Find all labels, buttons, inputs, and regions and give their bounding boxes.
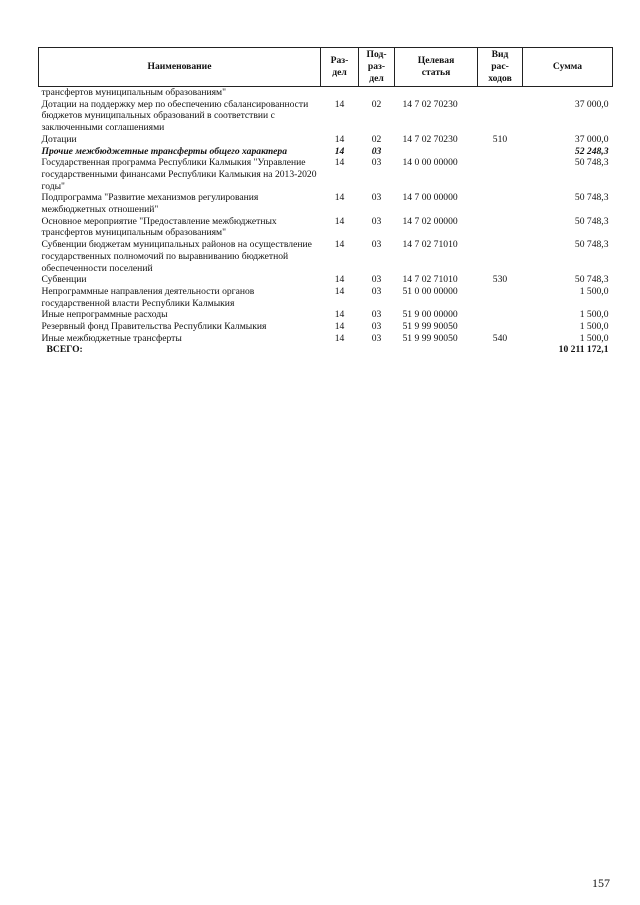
cell-podrazdel: 03 <box>371 239 382 251</box>
cell-vid: 540 <box>492 332 508 344</box>
budget-table <box>38 47 613 356</box>
cell-vid <box>478 216 523 239</box>
cell-stat: 51 9 99 90050 <box>402 332 458 344</box>
page-number: 157 <box>592 876 610 890</box>
header-stat: Целевая статья <box>395 48 478 87</box>
cell-vid: 510 <box>492 133 508 145</box>
cell-name: Субвенции бюджетам муниципальных районов на осуществление государственных полномочий по выравниванию бюджетной обеспеченности поселений <box>41 239 312 274</box>
cell-name: Непрограммные направления деятельности органов государственной власти Республики Калмыкия <box>41 285 255 309</box>
table-row <box>39 216 613 239</box>
cell-vid <box>478 192 523 215</box>
cell-vid <box>478 87 523 99</box>
budget-table-container <box>38 47 612 356</box>
cell-stat <box>395 87 478 99</box>
cell-razdel: 14 <box>334 98 345 110</box>
header-vid: Вид рас- ходов <box>478 48 523 87</box>
cell-vid <box>478 157 523 192</box>
cell-sum: 50 748,3 <box>574 274 609 286</box>
cell-name: Государственная программа Республики Калмыкия "Управление государственными финансами Республики Калмыкия на 2013-2020 годы" <box>41 157 317 192</box>
cell-sum: 37 000,0 <box>574 133 609 145</box>
table-row <box>39 274 613 286</box>
cell-podrazdel: 02 <box>371 133 382 145</box>
cell-razdel <box>321 87 359 99</box>
cell-vid <box>478 99 523 134</box>
cell-vid <box>478 321 523 333</box>
table-row <box>39 239 613 274</box>
cell-razdel: 14 <box>334 157 345 169</box>
table-row <box>39 309 613 321</box>
table-row <box>39 99 613 134</box>
cell-vid <box>478 146 523 158</box>
cell-sum: 1 500,0 <box>579 309 609 321</box>
table-row <box>39 87 613 99</box>
table-header <box>39 48 613 87</box>
cell-name: Дотации на поддержку мер по обеспечению сбалансированности бюджетов муниципальных образований в соответствии с заключенными соглашениями <box>41 98 309 134</box>
table-row <box>39 157 613 192</box>
cell-sum: 52 248,3 <box>574 145 609 157</box>
cell-podrazdel: 02 <box>371 98 382 110</box>
cell-podrazdel: 03 <box>371 215 382 227</box>
cell-sum: 1 500,0 <box>579 285 609 297</box>
total-sum: 10 211 172,1 <box>558 344 609 356</box>
cell-sum: 50 748,3 <box>574 215 609 227</box>
cell-stat: 14 7 02 71010 <box>402 274 458 286</box>
cell-podrazdel: 03 <box>371 274 382 286</box>
cell-name: Иные межбюджетные трансферты <box>41 332 182 344</box>
cell-stat: 51 9 99 90050 <box>402 321 458 333</box>
cell-podrazdel <box>359 87 395 99</box>
cell-podrazdel: 03 <box>371 192 382 204</box>
cell-name: Основное мероприятие "Предоставление межбюджетных трансфертов муниципальным образованиям" <box>41 215 277 239</box>
cell-sum: 1 500,0 <box>579 332 609 344</box>
cell-stat: 14 7 02 70230 <box>402 98 458 110</box>
cell-sum <box>523 87 613 99</box>
cell-razdel: 14 <box>334 332 345 344</box>
cell-name: Прочие межбюджетные трансферты общего характера <box>41 145 287 157</box>
cell-stat: 14 0 00 00000 <box>402 157 458 169</box>
cell-sum: 50 748,3 <box>574 239 609 251</box>
cell-name: Дотации <box>41 133 77 145</box>
cell-stat <box>395 146 478 158</box>
table-body <box>39 87 613 357</box>
cell-podrazdel: 03 <box>371 157 382 169</box>
cell-podrazdel: 03 <box>371 285 382 297</box>
header-podrazdel: Под- раз- дел <box>359 48 395 87</box>
cell-razdel: 14 <box>334 133 345 145</box>
cell-vid: 530 <box>492 274 508 286</box>
cell-vid <box>478 239 523 274</box>
cell-razdel: 14 <box>334 145 345 157</box>
table-row <box>39 321 613 333</box>
cell-stat: 51 0 00 00000 <box>402 285 458 297</box>
cell-stat: 14 7 02 71010 <box>402 239 458 251</box>
cell-stat: 14 7 02 00000 <box>402 215 458 227</box>
cell-stat: 14 7 02 70230 <box>402 133 458 145</box>
header-name: Наименование <box>39 48 321 87</box>
cell-sum: 50 748,3 <box>574 157 609 169</box>
cell-sum: 37 000,0 <box>574 98 609 110</box>
cell-podrazdel: 03 <box>371 321 382 333</box>
cell-stat: 14 7 00 00000 <box>402 192 458 204</box>
cell-podrazdel: 03 <box>371 332 382 344</box>
table-row-total <box>39 344 613 356</box>
table-row <box>39 333 613 345</box>
cell-sum: 1 500,0 <box>579 321 609 333</box>
cell-name: Подпрограмма "Развитие механизмов регулирования межбюджетных отношений" <box>41 192 259 216</box>
cell-name: Иные непрограммные расходы <box>41 309 168 321</box>
table-row-section <box>39 146 613 158</box>
cell-name: трансфертов муниципальным образованиям" <box>41 87 226 98</box>
cell-name: Резервный фонд Правительства Республики Калмыкия <box>41 321 267 333</box>
cell-stat: 51 9 00 00000 <box>402 309 458 321</box>
cell-sum: 50 748,3 <box>574 192 609 204</box>
table-row <box>39 134 613 146</box>
cell-razdel: 14 <box>334 274 345 286</box>
cell-vid <box>478 309 523 321</box>
table-row <box>39 192 613 215</box>
total-label: ВСЕГО: <box>46 344 83 356</box>
table-row <box>39 286 613 309</box>
cell-razdel: 14 <box>334 192 345 204</box>
cell-razdel: 14 <box>334 285 345 297</box>
cell-razdel: 14 <box>334 239 345 251</box>
cell-podrazdel: 03 <box>371 309 382 321</box>
cell-name: Субвенции <box>41 274 87 286</box>
cell-razdel: 14 <box>334 309 345 321</box>
header-sum: Сумма <box>523 48 613 87</box>
cell-razdel: 14 <box>334 215 345 227</box>
cell-podrazdel: 03 <box>371 145 382 157</box>
header-razdel: Раз- дел <box>321 48 359 87</box>
cell-razdel: 14 <box>334 321 345 333</box>
cell-vid <box>478 286 523 309</box>
